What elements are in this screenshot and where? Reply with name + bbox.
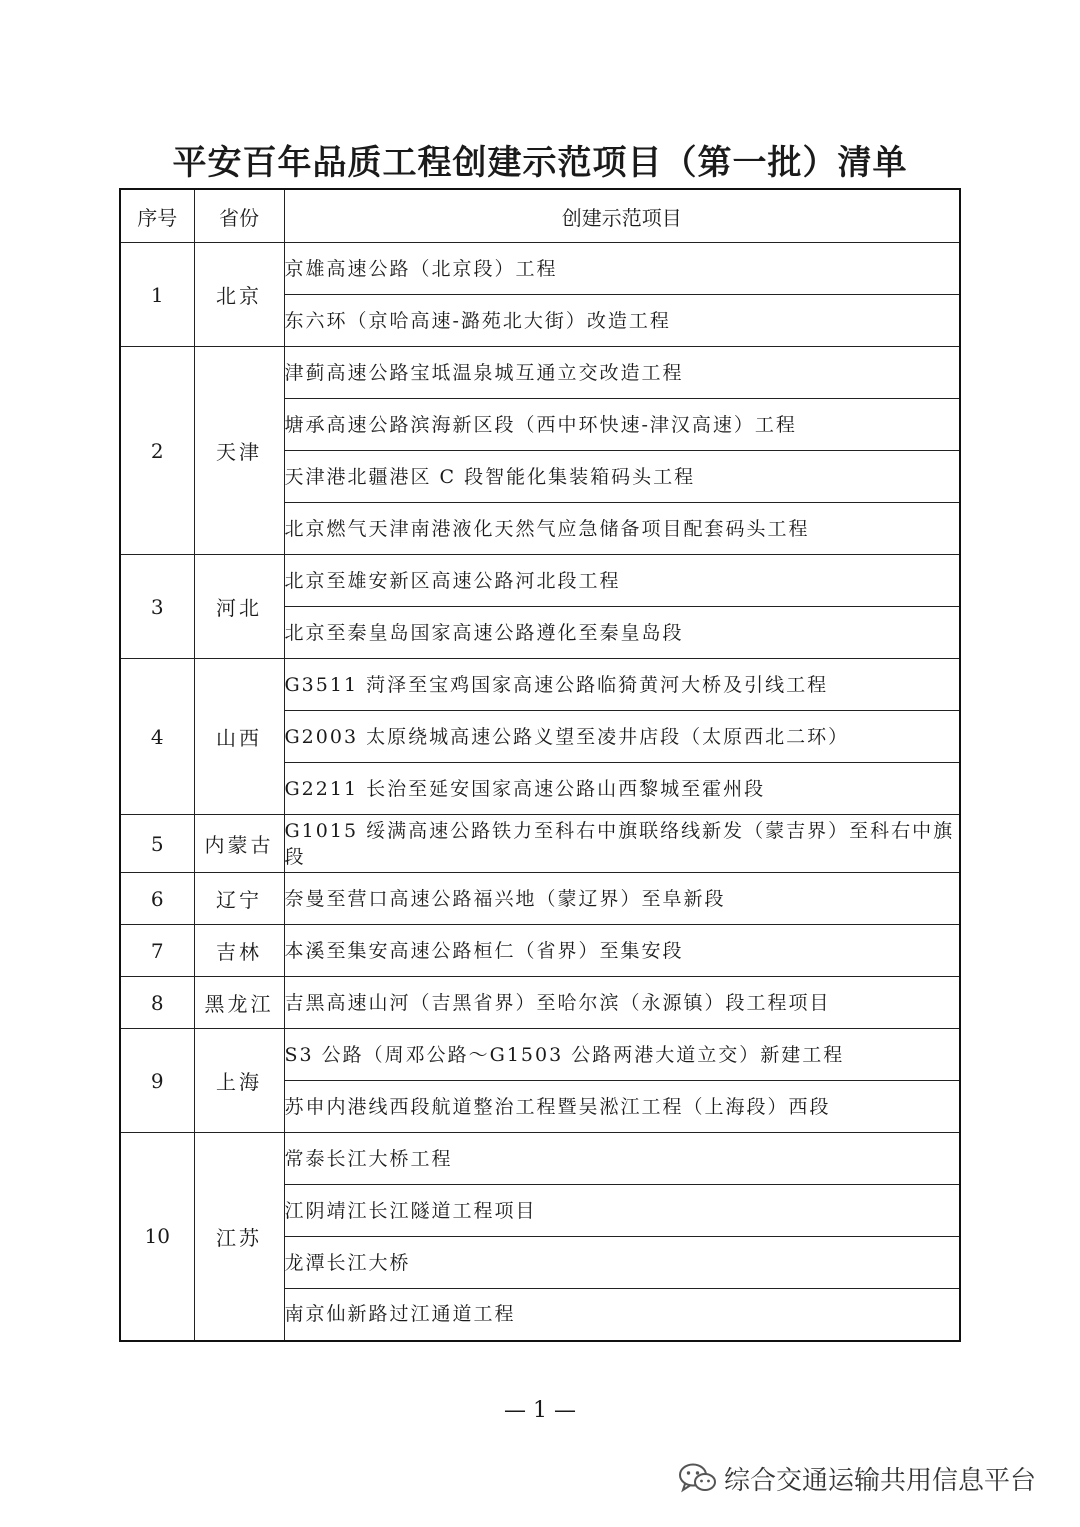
header-project: 创建示范项目 <box>284 189 960 243</box>
cell-no: 3 <box>120 555 194 659</box>
cell-project: 北京至秦皇岛国家高速公路遵化至秦皇岛段 <box>284 607 960 659</box>
table-row <box>120 925 960 977</box>
table-header-row <box>120 189 960 243</box>
cell-no: 5 <box>120 815 194 873</box>
cell-no: 4 <box>120 659 194 815</box>
cell-province: 山西 <box>194 659 284 815</box>
cell-project: 江阴靖江长江隧道工程项目 <box>284 1185 960 1237</box>
cell-project: 津蓟高速公路宝坻温泉城互通立交改造工程 <box>284 347 960 399</box>
cell-project: 龙潭长江大桥 <box>284 1237 960 1289</box>
page-number: — 1 — <box>504 1398 576 1423</box>
cell-no: 6 <box>120 873 194 925</box>
project-table <box>119 188 961 1342</box>
table-row <box>120 243 960 295</box>
cell-no: 10 <box>120 1133 194 1341</box>
cell-project: G2211 长治至延安国家高速公路山西黎城至霍州段 <box>284 763 960 815</box>
cell-province: 北京 <box>194 243 284 347</box>
watermark-text: 综合交通运输共用信息平台 <box>724 1465 1037 1496</box>
cell-project: 东六环（京哈高速-潞苑北大街）改造工程 <box>284 295 960 347</box>
cell-project: 塘承高速公路滨海新区段（西中环快速-津汉高速）工程 <box>284 399 960 451</box>
cell-project: G2003 太原绕城高速公路义望至凌井店段（太原西北二环） <box>284 711 960 763</box>
cell-province: 黑龙江 <box>194 977 284 1029</box>
cell-project: 常泰长江大桥工程 <box>284 1133 960 1185</box>
cell-project: G3511 菏泽至宝鸡国家高速公路临猗黄河大桥及引线工程 <box>284 659 960 711</box>
table-body <box>120 243 960 1341</box>
cell-no: 9 <box>120 1029 194 1133</box>
cell-no: 8 <box>120 977 194 1029</box>
cell-no: 2 <box>120 347 194 555</box>
table-row <box>120 873 960 925</box>
cell-project: 吉黑高速山河（吉黑省界）至哈尔滨（永源镇）段工程项目 <box>284 977 960 1029</box>
cell-no: 1 <box>120 243 194 347</box>
cell-province: 辽宁 <box>194 873 284 925</box>
header-no: 序号 <box>120 189 194 243</box>
cell-project: 南京仙新路过江通道工程 <box>284 1289 960 1341</box>
page-title: 平安百年品质工程创建示范项目（第一批）清单 <box>172 143 908 183</box>
cell-project: 苏申内港线西段航道整治工程暨吴淞江工程（上海段）西段 <box>284 1081 960 1133</box>
cell-province: 江苏 <box>194 1133 284 1341</box>
cell-project: 天津港北疆港区 C 段智能化集装箱码头工程 <box>284 451 960 503</box>
cell-project: 本溪至集安高速公路桓仁（省界）至集安段 <box>284 925 960 977</box>
cell-project: 京雄高速公路（北京段）工程 <box>284 243 960 295</box>
table-row <box>120 659 960 711</box>
table-row <box>120 347 960 399</box>
cell-province: 河北 <box>194 555 284 659</box>
cell-province: 天津 <box>194 347 284 555</box>
table-row <box>120 1029 960 1081</box>
wechat-icon <box>678 1461 718 1495</box>
header-province: 省份 <box>194 189 284 243</box>
watermark <box>678 1458 1036 1498</box>
cell-project: G1015 绥满高速公路铁力至科右中旗联络线新发（蒙吉界）至科右中旗段 <box>284 815 960 873</box>
cell-project: 北京燃气天津南港液化天然气应急储备项目配套码头工程 <box>284 503 960 555</box>
table-row <box>120 555 960 607</box>
table-row <box>120 1133 960 1185</box>
cell-province: 吉林 <box>194 925 284 977</box>
cell-project: S3 公路（周邓公路～G1503 公路两港大道立交）新建工程 <box>284 1029 960 1081</box>
cell-province: 内蒙古 <box>194 815 284 873</box>
cell-project: 北京至雄安新区高速公路河北段工程 <box>284 555 960 607</box>
table-row <box>120 977 960 1029</box>
cell-no: 7 <box>120 925 194 977</box>
cell-province: 上海 <box>194 1029 284 1133</box>
table-row <box>120 815 960 873</box>
cell-project: 奈曼至营口高速公路福兴地（蒙辽界）至阜新段 <box>284 873 960 925</box>
